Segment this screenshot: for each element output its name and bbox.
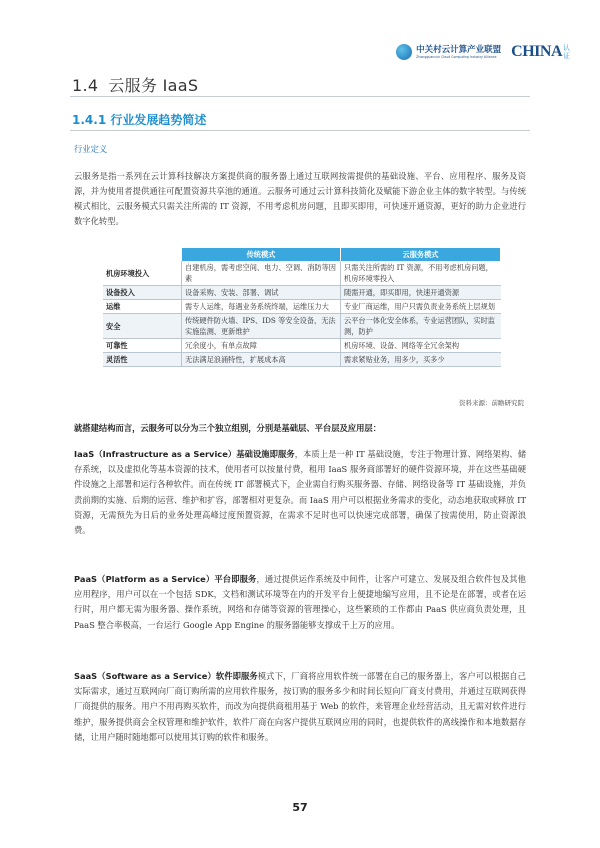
page-header	[396, 38, 572, 66]
iaas-term: IaaS（Infrastructure as a Service）基础设施即服务	[74, 449, 295, 459]
cloud-logo-icon	[396, 44, 412, 60]
alliance-logo	[396, 44, 501, 60]
traditional-cell: 需专人运维，每遇业务系统终端，运维压力大	[182, 300, 341, 314]
subsection-number: 1.4.1	[72, 113, 107, 127]
iaas-paragraph	[74, 447, 526, 538]
traditional-cell: 传统硬件防火墙、IPS、IDS 等安全设备，无法实施监测、更新维护	[182, 314, 341, 339]
table-row	[103, 300, 501, 314]
table-row	[103, 314, 501, 339]
cloud-cell: 云平台一体化安全体系，专业运营团队，实时监测，防护	[341, 314, 501, 339]
cloud-cell: 需求紧贴业务，用多少，买多少	[341, 353, 501, 367]
traditional-cell: 设备采购、安装、部署、调试	[182, 286, 341, 300]
table-header-cloud: 云服务模式	[341, 248, 501, 261]
table-header-empty	[103, 248, 182, 261]
subsection-title: 行业发展趋势简述	[110, 113, 207, 127]
page-number: 57	[292, 801, 308, 814]
alliance-name: 中关村云计算产业联盟	[416, 44, 502, 55]
table-header-traditional: 传统模式	[182, 248, 341, 261]
traditional-cell: 自建机房，需考虑空间、电力、空调、消防等因素	[182, 261, 341, 286]
row-label: 可靠性	[103, 339, 182, 353]
iaas-text: ，本质上是一种 IT 基础设施，专注于物理计算、网络架构、储存系统，以及虚拟化等基本资源的技术，使用者可以按量付费，租用 IaaS 服务商部署好的硬件资源环境，并在这些基础硬件设施之上部署和运行各种软件。而在传统 IT 部署模式下，企业需自行购买服务器、存储、网络设备等 IT 基础设施，并负责前期的实施、后期的运营、维护和扩容，部署相对更复杂。而 IaaS 用户可以根据业务需求的变化，动态地获取或释放 IT 资源，无需预先为日后的业务处理高峰过度预置资源，在需求不足时也可以快速完成部署，确保了按需使用，防止资源浪费。	[74, 449, 526, 536]
row-label: 灵活性	[103, 353, 182, 367]
subsection-divider	[70, 130, 530, 131]
intro-paragraph: 云服务是指一系列在云计算科技解决方案提供商的服务器上通过互联网按需提供的基础设施、平台、应用程序、服务及资源，并为使用者提供通往可配置资源共享池的通道。云服务可通过云计算科技简化及赋能下游企业主体的数字转型。与传统模式相比，云服务模式只需关注所需的 IT 资源，不用考虑机房问题，且即买即用，可快速开通资源，更好的助力企业进行数字化转型。	[74, 171, 526, 226]
saas-paragraph	[74, 669, 526, 745]
subsection-heading	[72, 111, 206, 128]
table-source: 资料来源：前瞻研究院	[459, 399, 524, 407]
cloud-cell: 随需开通，即买即用，快速开通资源	[341, 286, 501, 300]
cloud-cell: 只需关注所需的 IT 资源，不用考虑机房问题，机房环境零投入	[341, 261, 501, 286]
section-title: 云服务 IaaS	[108, 76, 199, 95]
table-row	[103, 261, 501, 286]
subsubsection-heading: 行业定义	[74, 144, 108, 154]
paas-paragraph	[74, 572, 526, 633]
table-row	[103, 353, 501, 367]
table-row	[103, 339, 501, 353]
lead-sentence: 就搭建结构而言，云服务可以分为三个独立组别，分别是基础层、平台层及应用层：	[74, 423, 381, 433]
traditional-cell: 无法满足浪涌特性，扩展成本高	[182, 353, 341, 367]
table-row	[103, 286, 501, 300]
china-logo-text: CHINA	[511, 43, 562, 60]
row-label: 机房环境投入	[103, 261, 182, 286]
row-label: 设备投入	[103, 286, 182, 300]
table-header-row	[103, 248, 501, 261]
section-heading	[72, 73, 198, 96]
china-cert-logo	[511, 43, 572, 61]
section-number: 1.4	[72, 76, 99, 95]
row-label: 安全	[103, 314, 182, 339]
row-label: 运维	[103, 300, 182, 314]
section-divider	[70, 96, 530, 97]
comparison-table	[103, 248, 501, 367]
saas-text: 模式下，厂商将应用软件统一部署在自己的服务器上，客户可以根据自己实际需求，通过互联网向厂商订购所需的应用软件服务，按订购的服务多少和时间长短向厂商支付费用，并通过互联网获得厂商提供的服务。用户不用再购买软件，而改为向提供商租用基于 Web 的软件，来管理企业经营活动，且无需对软件进行维护，服务提供商会全权管理和维护软件，软件厂商在向客户提供互联网应用的同时，也提供软件的离线操作和本地数据存储，让用户随时随地都可以使用其订购的软件和服务。	[74, 671, 526, 742]
traditional-cell: 冗余度小，有单点故障	[182, 339, 341, 353]
cloud-cell: 机房环境、设备、网络等全冗余架构	[341, 339, 501, 353]
paas-term: PaaS（Platform as a Service）平台即服务	[74, 574, 257, 584]
cloud-cell: 专业厂商运维，用户只需负责业务系统上层规划	[341, 300, 501, 314]
alliance-name-en: Zhongguancun Cloud Computing Industry Alliance	[416, 54, 497, 59]
paas-text: ，通过提供运作系统及中间件，让客户可建立、发展及组合软件包及其他应用程序，用户可以在一个包括 SDK，文档和测试环境等在内的开发平台上便捷地编写应用，且不论是在部署，或者在运行时，用户都无需为服务器、操作系统，网络和存储等资源的管理操心，这些繁琐的工作都由 PaaS 供应商负责处理，且 PaaS 整合率极高，一台运行 Google App Engine 的服务器能够支撑成千上万的应用。	[74, 574, 526, 630]
china-logo-sub: 认证	[563, 44, 570, 60]
saas-term: SaaS（Software as a Service）软件即服务	[74, 671, 258, 681]
